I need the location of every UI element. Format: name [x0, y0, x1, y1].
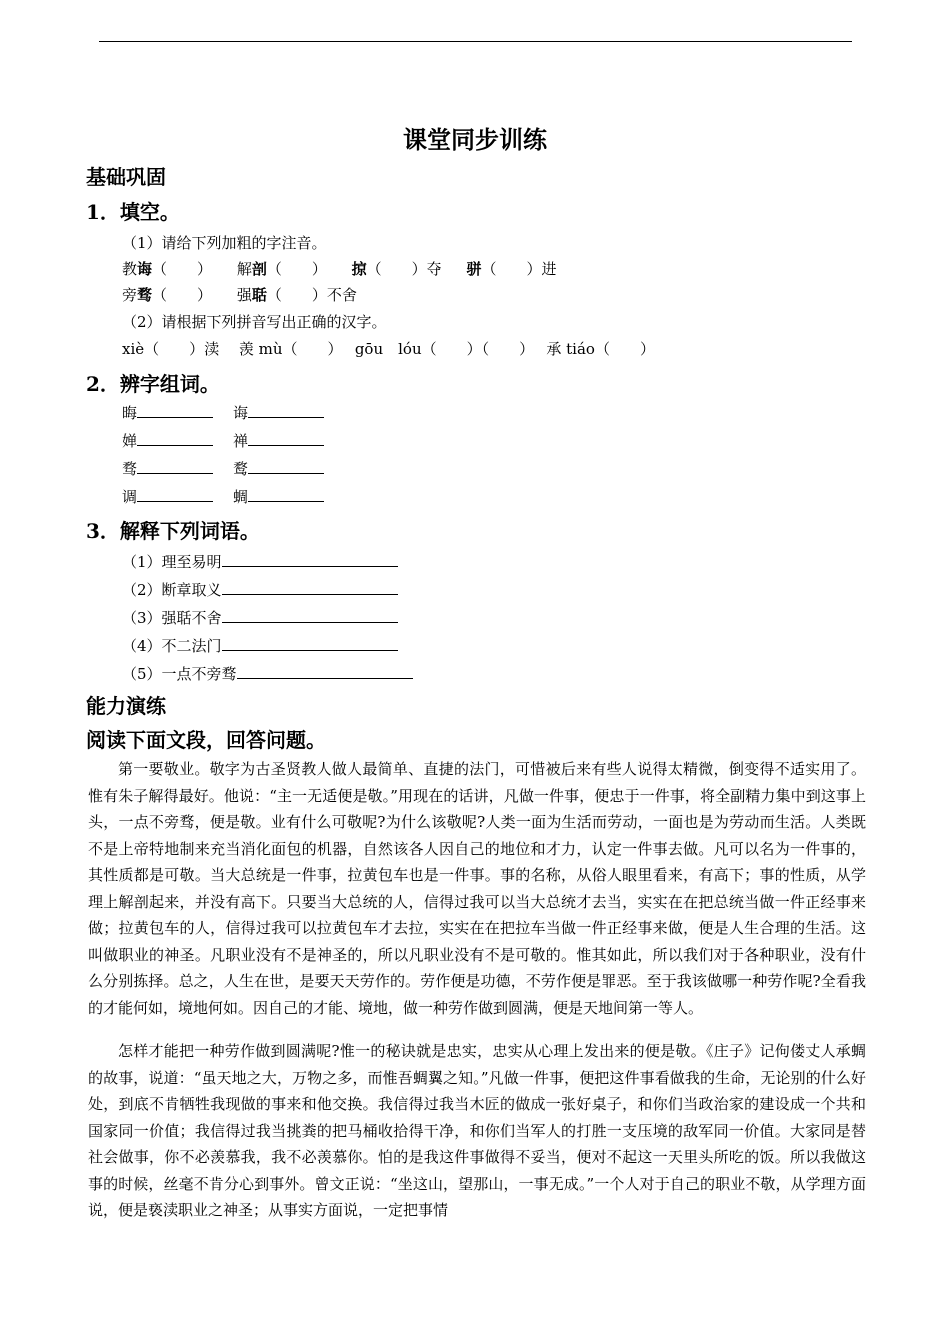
question-1-heading: 1．填空。 [86, 200, 180, 224]
q3-item: （4）不二法门 [122, 636, 398, 656]
header-rule [99, 41, 852, 42]
q1-row1: 教诲（ ） 解剖（ ） 掠（ ）夺 骈（ ）进 [122, 260, 557, 278]
question-2-heading: 2．辨字组词。 [86, 372, 220, 396]
q3-item: （1）理至易明 [122, 552, 398, 572]
q2-pair-row: 调 蜩 [122, 487, 324, 507]
page-title: 课堂同步训练 [403, 125, 547, 154]
reading-paragraph-1: 第一要敬业。敬字为古圣贤教人做人最简单、直捷的法门，可惜被后来有些人说得太精微，倒变得不适实用了。惟有朱子解得最好。他说：“主一无适便是敬。”用现在的话讲，凡做一件事，便忠于一件事，将全副精力集中到这事上头，一点不旁骛，便是敬。业有什么可敬呢?为什么该敬呢?人类一面为生活而劳动，一面也是为劳动而生活。人类既不是上帝特地制来充当消化面包的机器，自然该各人因自己的地位和才力，认定一件事去做。凡可以名为一件事的，其性质都是可敬。当大总统是一件事，拉黄包车也是一件事。事的名称，从俗人眼里看来，有高下；事的性质，从学理上解剖起来，并没有高下。只要当大总统的人，信得过我可以当大总统才去当，实实在在把总统当做一件正经事来做；拉黄包车的人，信得过我可以拉黄包车才去拉，实实在在把拉车当做一件正经事来做，便是人生合理的生活。这叫做职业的神圣。凡职业没有不是神圣的，所以凡职业没有不是可敬的。惟其如此，所以我们对于各种职业，没有什么分别拣择。总之，人生在世，是要天天劳作的。劳作便是功德，不劳作便是罪恶。至于我该做哪一种劳作呢?全看我的才能何如，境地何如。因自己的才能、境地，做一种劳作做到圆满，便是天地间第一等人。 [88, 760, 866, 1017]
q3-item: （3）强聒不舍 [122, 608, 398, 628]
question-3-heading: 3．解释下列词语。 [86, 519, 260, 543]
q1-row3: xiè（ ）渎 羡 mù（ ） gōu lóu（ ）（ ） 承 tiáo（ ） [122, 340, 655, 358]
q2-pair-row: 骛 鹜 [122, 459, 324, 479]
q1-row2: 旁骛（ ） 强聒（ ）不舍 [122, 286, 357, 304]
q3-item: （2）断章取义 [122, 580, 398, 600]
reading-heading: 阅读下面文段，回答问题。 [86, 728, 326, 752]
q2-pair-row: 婵 禅 [122, 431, 324, 451]
section-ability-heading: 能力演练 [86, 694, 166, 718]
q3-item: （5）一点不旁骛 [122, 664, 413, 684]
q1-sub2: （2）请根据下列拼音写出正确的汉字。 [122, 313, 387, 331]
section-basic-heading: 基础巩固 [86, 165, 166, 189]
reading-paragraph-2: 怎样才能把一种劳作做到圆满呢?惟一的秘诀就是忠实，忠实从心理上发出来的便是敬。《庄子》记佝偻丈人承蜩的故事，说道：“虽天地之大，万物之多，而惟吾蜩翼之知。”凡做一件事，便把这件事看做我的生命，无论别的什么好处，到底不肯牺牲我现做的事来和他交换。我信得过我当木匠的做成一张好桌子，和你们当政治家的建设成一个共和国家同一价值；我信得过我当挑粪的把马桶收拾得干净，和你们当军人的打胜一支压境的敌军同一价值。大家同是替社会做事，你不必羡慕我，我不必羡慕你。怕的是我这件事做得不妥当，便对不起这一天里头所吃的饭。所以我做这事的时候，丝毫不肯分心到事外。曾文正说：“坐这山，望那山，一事无成。”一个人对于自己的职业不敬，从学理方面说，便是亵渎职业之神圣；从事实方面说，一定把事情 [88, 1042, 866, 1219]
q2-pair-row: 晦 诲 [122, 403, 324, 423]
q1-sub1: （1）请给下列加粗的字注音。 [122, 234, 327, 252]
